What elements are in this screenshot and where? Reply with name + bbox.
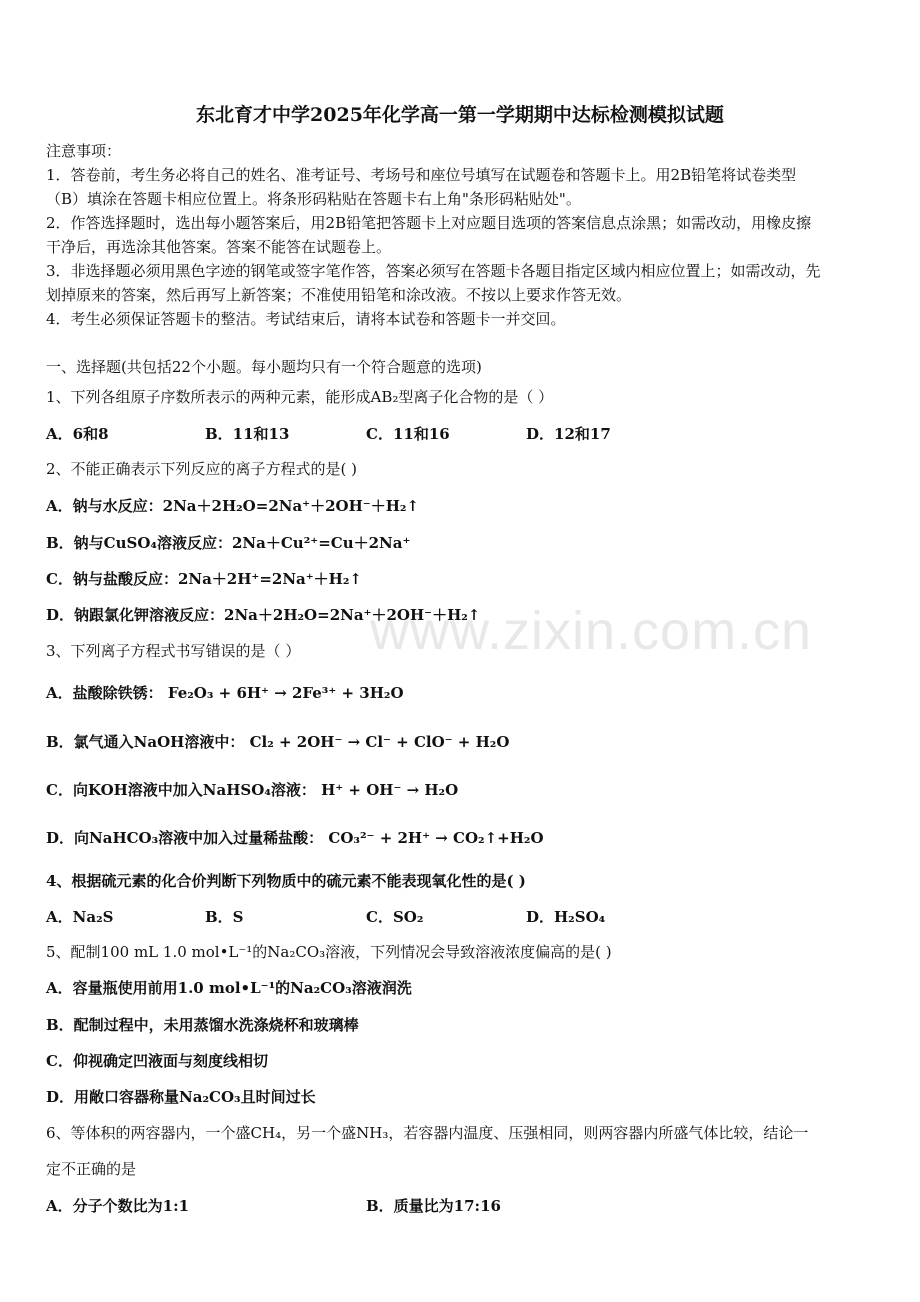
q4-option-d: D．H₂SO₄ (526, 908, 606, 926)
q1-option-c: C．11和16 (366, 425, 450, 443)
question-5-stem: 5、配制100 mL 1.0 mol•L⁻¹的Na₂CO₃溶液，下列情况会导致溶液浓度偏高的是( ) (46, 943, 612, 961)
notice-heading: 注意事项： (46, 142, 122, 160)
q6-option-a: A．分子个数比为1:1 (46, 1197, 190, 1215)
section-heading: 一、选择题(共包括22个小题。每小题均只有一个符合题意的选项) (46, 358, 482, 376)
q1-option-a: A．6和8 (46, 425, 109, 443)
q1-option-d: D．12和17 (526, 425, 611, 443)
question-2-stem: 2、不能正确表示下列反应的离子方程式的是( ) (46, 460, 358, 478)
notice-line-6: 划掉原来的答案，然后再写上新答案；不准使用铅笔和涂改液。不按以上要求作答无效。 (46, 286, 632, 304)
notice-line-4: 干净后，再选涂其他答案。答案不能答在试题卷上。 (46, 238, 392, 256)
q2-option-d: D．钠跟氯化钾溶液反应：2Na＋2H₂O=2Na⁺＋2OH⁻＋H₂↑ (46, 606, 481, 624)
question-6-stem-line-2: 定不正确的是 (46, 1160, 137, 1178)
question-4-stem: 4、根据硫元素的化合价判断下列物质中的硫元素不能表现氧化性的是( ) (46, 872, 526, 890)
q2-option-c: C．钠与盐酸反应：2Na＋2H⁺=2Na⁺＋H₂↑ (46, 570, 362, 588)
question-1-stem: 1、下列各组原子序数所表示的两种元素，能形成AB₂型离子化合物的是（ ） (46, 388, 554, 406)
q2-option-a: A．钠与水反应：2Na＋2H₂O=2Na⁺＋2OH⁻＋H₂↑ (46, 497, 420, 515)
q3-option-d: D．向NaHCO₃溶液中加入过量稀盐酸： CO₃²⁻ + 2H⁺ → CO₂↑+H₂O (46, 829, 544, 847)
q3-option-a: A．盐酸除铁锈： Fe₂O₃ + 6H⁺ → 2Fe³⁺ + 3H₂O (46, 684, 404, 702)
q5-option-d: D．用敞口容器称量Na₂CO₃且时间过长 (46, 1088, 316, 1106)
notice-line-3: 2．作答选择题时，选出每小题答案后，用2B铅笔把答题卡上对应题目选项的答案信息点涂黑；如需改动，用橡皮擦 (46, 214, 812, 232)
notice-line-1: 1．答卷前，考生务必将自己的姓名、准考证号、考场号和座位号填写在试题卷和答题卡上。用2B铅笔将试卷类型 (46, 166, 797, 184)
page-title: 东北育才中学2025年化学高一第一学期期中达标检测模拟试题 (196, 104, 724, 126)
q6-option-b: B．质量比为17:16 (366, 1197, 501, 1215)
q1-option-b: B．11和13 (205, 425, 290, 443)
q5-option-a: A．容量瓶使用前用1.0 mol•L⁻¹的Na₂CO₃溶液润洗 (46, 979, 412, 997)
notice-line-2: （B）填涂在答题卡相应位置上。将条形码粘贴在答题卡右上角"条形码粘贴处"。 (46, 190, 581, 208)
notice-line-5: 3．非选择题必须用黑色字迹的钢笔或签字笔作答，答案必须写在答题卡各题目指定区域内相应位置上；如需改动，先 (46, 262, 821, 280)
watermark: www.zixin.com.cn (370, 601, 813, 661)
notice-line-7: 4．考生必须保证答题卡的整洁。考试结束后，请将本试卷和答题卡一并交回。 (46, 310, 566, 328)
question-3-stem: 3、下列离子方程式书写错误的是（ ） (46, 642, 301, 660)
q3-option-b: B．氯气通入NaOH溶液中： Cl₂ + 2OH⁻ → Cl⁻ + ClO⁻ + H₂O (46, 733, 510, 751)
q5-option-b: B．配制过程中，未用蒸馏水洗涤烧杯和玻璃棒 (46, 1016, 359, 1034)
q3-option-c: C．向KOH溶液中加入NaHSO₄溶液： H⁺ + OH⁻ → H₂O (46, 781, 459, 799)
question-6-stem-line-1: 6、等体积的两容器内，一个盛CH₄，另一个盛NH₃，若容器内温度、压强相同，则两容器内所盛气体比较，结论一 (46, 1124, 809, 1142)
q4-option-c: C．SO₂ (366, 908, 424, 926)
q4-option-b: B．S (205, 908, 244, 926)
q4-option-a: A．Na₂S (46, 908, 114, 926)
q2-option-b: B．钠与CuSO₄溶液反应：2Na＋Cu²⁺=Cu＋2Na⁺ (46, 534, 411, 552)
q5-option-c: C．仰视确定凹液面与刻度线相切 (46, 1052, 268, 1070)
